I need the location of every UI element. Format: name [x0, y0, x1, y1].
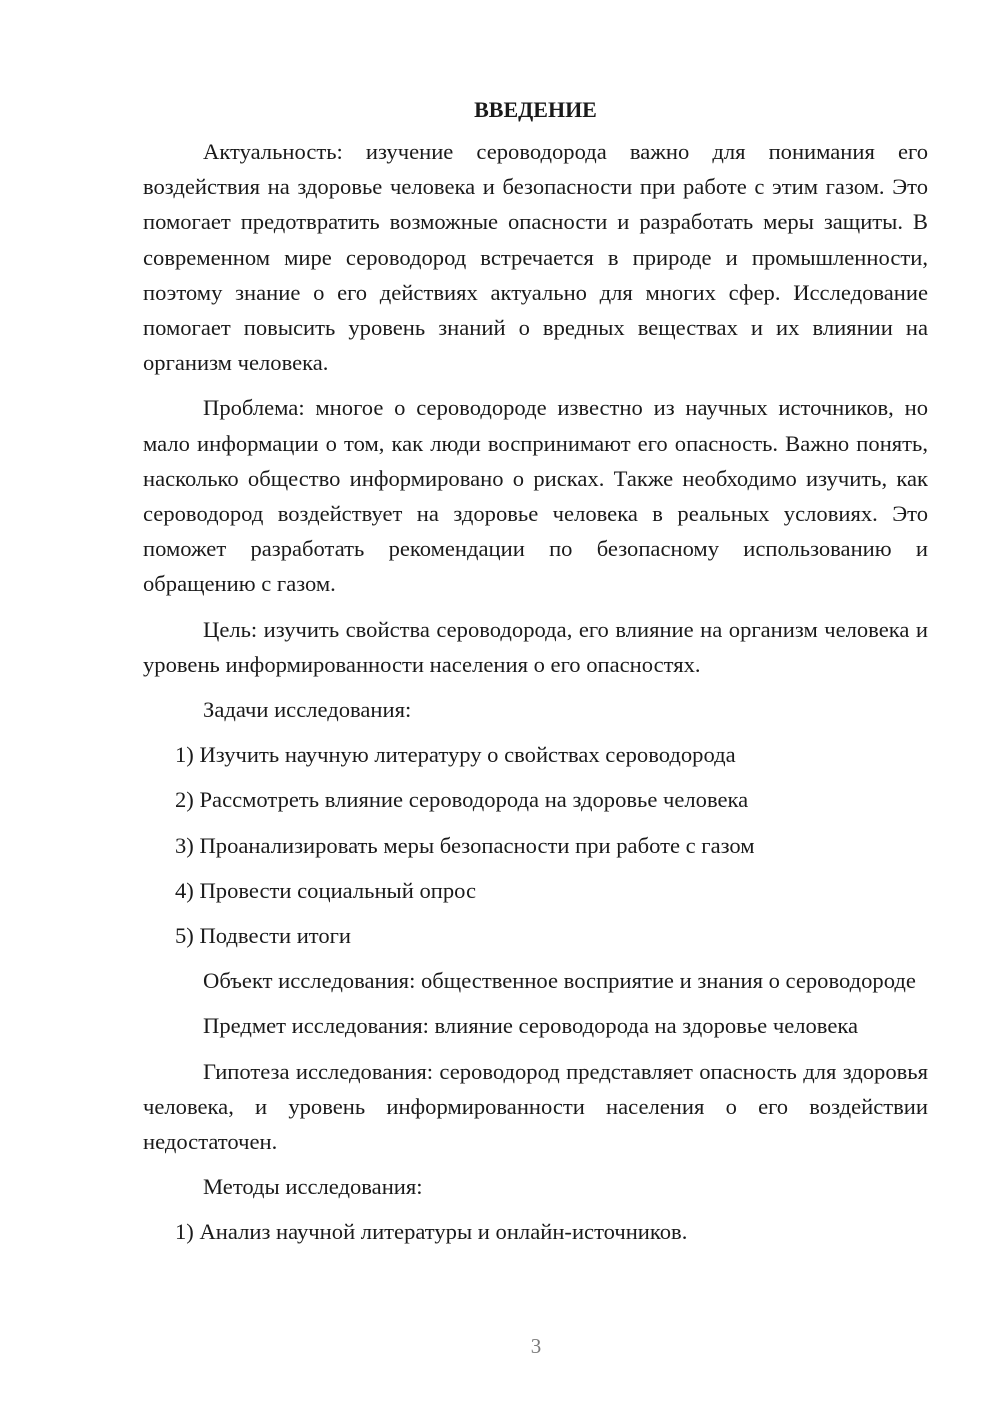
method-item: 1) Анализ научной литературы и онлайн-источников.: [175, 1219, 688, 1245]
page-content: [143, 96, 928, 1260]
task-item: 2) Рассмотреть влияние сероводорода на здоровье человека: [175, 787, 749, 813]
object-paragraph: Объект исследования: общественное восприятие и знания о сероводороде: [203, 968, 916, 994]
section-title: ВВЕДЕНИЕ: [474, 97, 597, 122]
goal-paragraph: Цель: изучить свойства сероводорода, его влияние на организм человека и уровень информированности населения о его опасностях.: [143, 616, 928, 677]
task-item: 3) Проанализировать меры безопасности при работе с газом: [175, 832, 755, 858]
methods-label: Методы исследования:: [203, 1174, 423, 1200]
task-item: 1) Изучить научную литературу о свойствах сероводорода: [175, 742, 736, 768]
problem-paragraph: Проблема: многое о сероводороде известно из научных источников, но мало информации о том, как люди воспринимают его опасность. Важно понять, насколько общество информировано о рисках. Также необходимо изучить, как сероводород воздействует на здоровье человека в реальных условиях. Это поможет разработать рекомендации по безопасному использованию и обращению с газом.: [143, 395, 928, 597]
task-item: 5) Подвести итоги: [175, 923, 352, 949]
page-number: 3: [530, 1334, 542, 1358]
task-item: 4) Провести социальный опрос: [175, 877, 477, 903]
tasks-label: Задачи исследования:: [203, 697, 412, 723]
hypothesis-paragraph: Гипотеза исследования: сероводород представляет опасность для здоровья человека, и уровень информированности населения о его воздействии недостаточен.: [143, 1058, 928, 1155]
relevance-paragraph: Актуальность: изучение сероводорода важно для понимания его воздействия на здоровье человека и безопасности при работе с этим газом. Это помогает предотвратить возможные опасности и разработать меры защиты. В современном мире сероводород встречается в природе и промышленности, поэтому знание о его действиях актуально для многих сфер. Исследование помогает повысить уровень знаний о вредных веществах и их влиянии на организм человека.: [143, 139, 928, 376]
subject-paragraph: Предмет исследования: влияние сероводорода на здоровье человека: [203, 1013, 859, 1039]
